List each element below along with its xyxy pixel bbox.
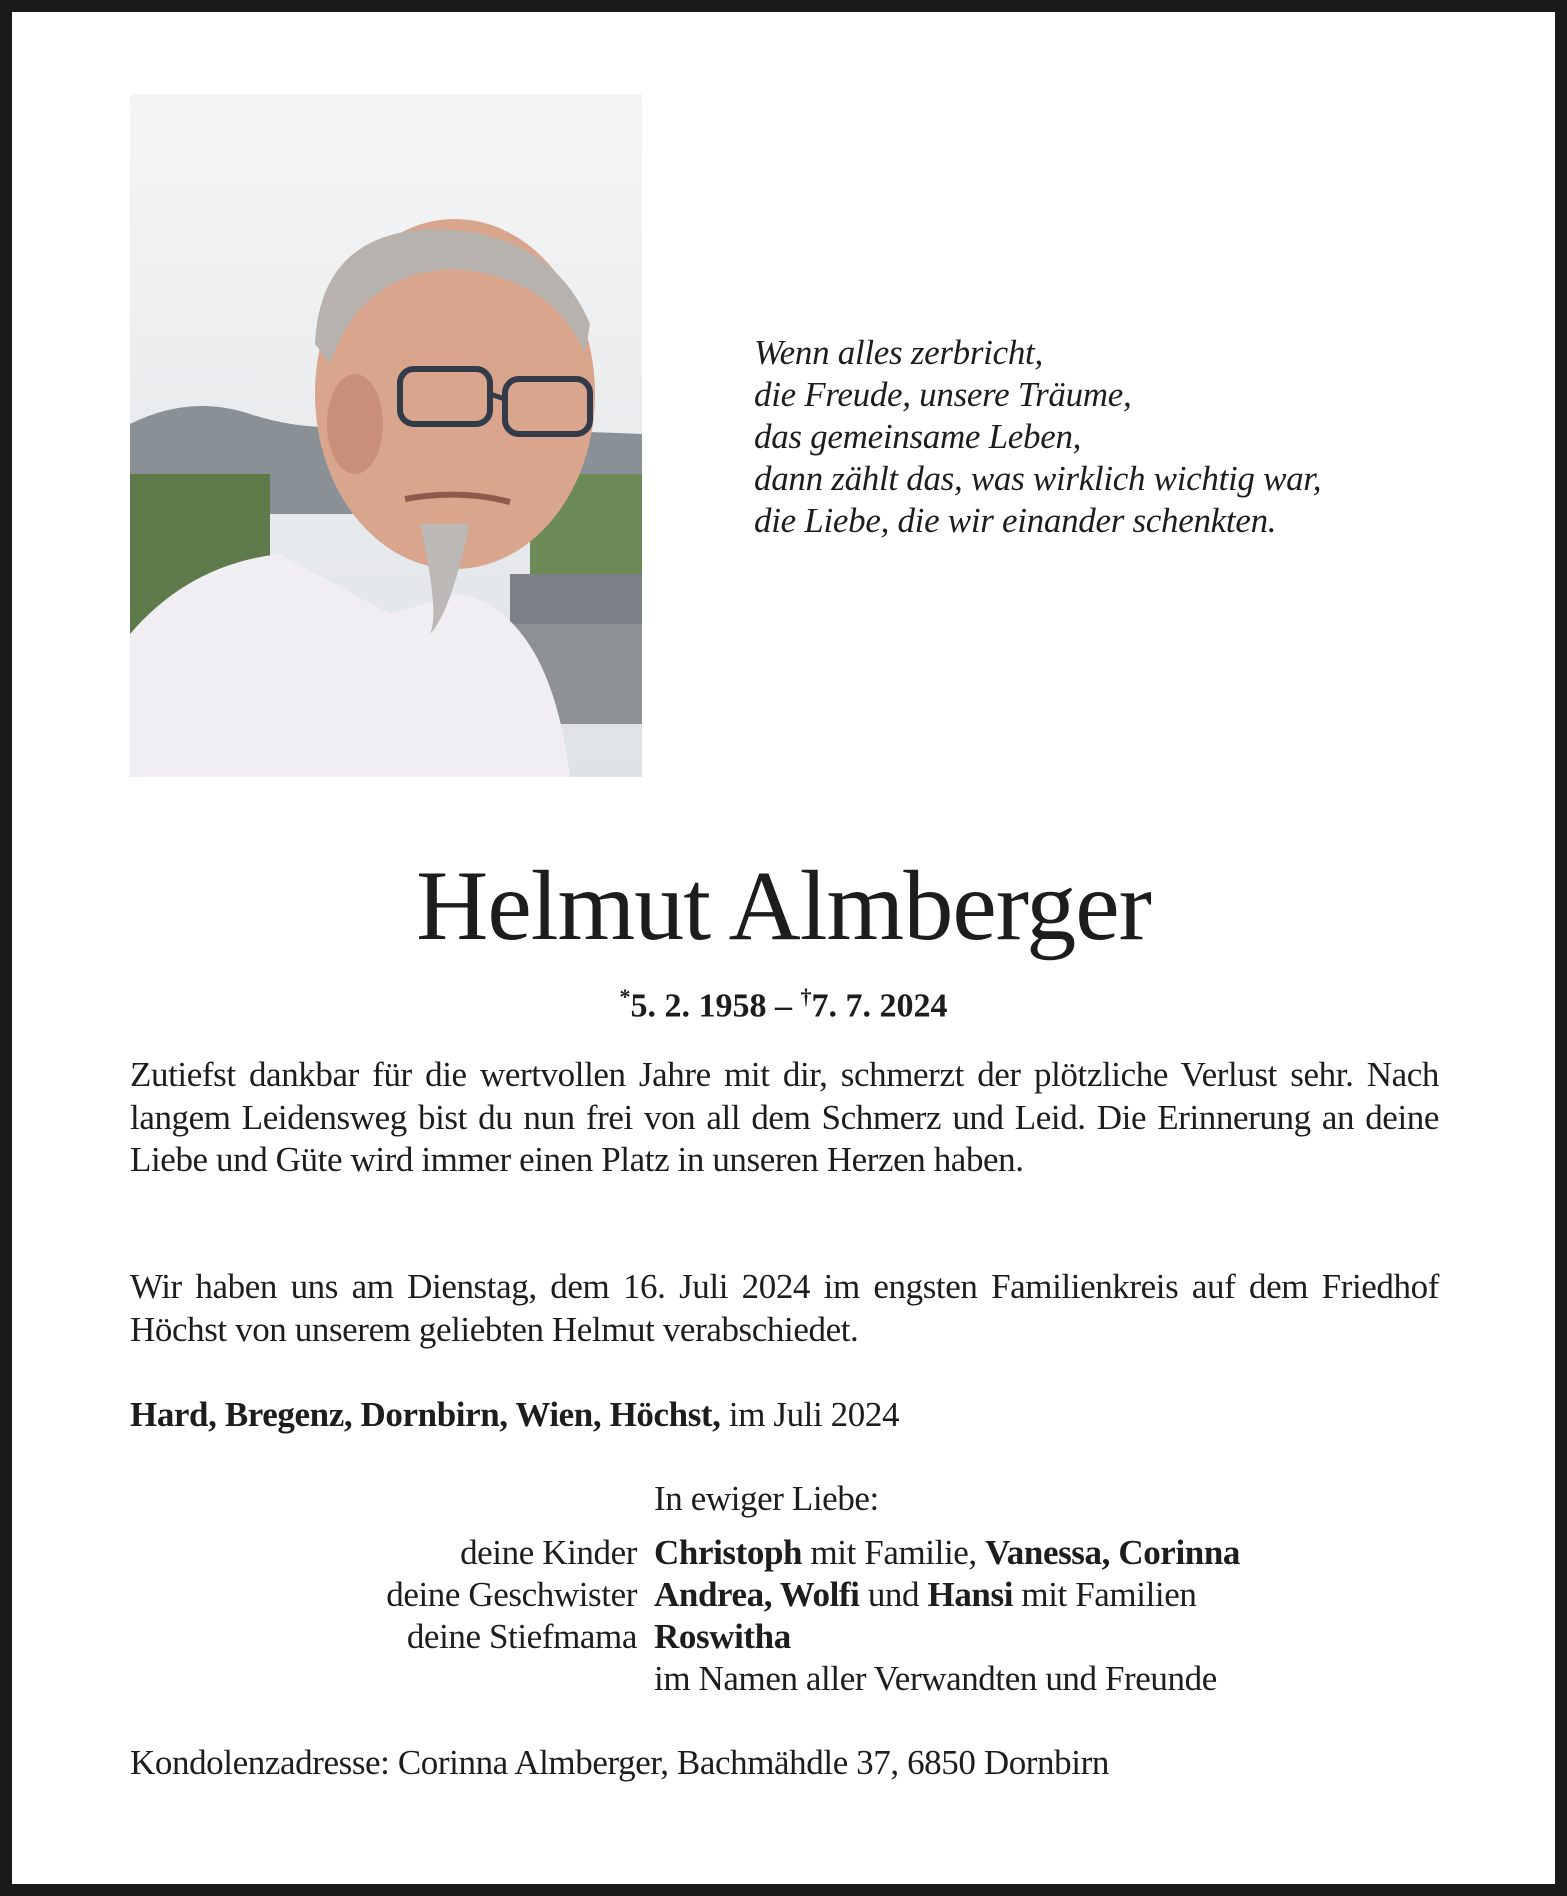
relation-label: deine Stiefmama: [406, 1617, 637, 1656]
death-symbol: †: [800, 984, 812, 1009]
family-text: und: [859, 1575, 928, 1614]
deceased-name: Helmut Almberger: [416, 850, 1151, 961]
places: Hard, Bregenz, Dornbirn, Wien, Höchst,: [130, 1395, 721, 1434]
places-line: [130, 1393, 899, 1437]
poem-line: das gemeinsame Leben,: [754, 417, 1082, 456]
family-name: Roswitha: [654, 1617, 791, 1656]
death-date: 7. 7. 2024: [811, 987, 948, 1025]
portrait-photo: [130, 94, 642, 777]
poem: [754, 332, 1321, 542]
relation-label: deine Geschwister: [386, 1575, 637, 1614]
family-text: mit Familie,: [802, 1533, 986, 1572]
birth-date: 5. 2. 1958: [630, 987, 767, 1025]
family-row-kinder: [0, 1532, 1567, 1574]
poem-line: die Freude, unsere Träume,: [754, 375, 1132, 414]
family-name: Christoph: [654, 1533, 803, 1572]
funeral-paragraph: Wir haben uns am Dienstag, dem 16. Juli 2024 im engsten Familienkreis auf dem Friedhof Höchst von unserem geliebten Helmut verabschiedet.: [130, 1267, 1439, 1349]
family-name: Vanessa, Corinna: [985, 1533, 1240, 1572]
family-closing: im Namen aller Verwandten und Freunde: [654, 1659, 1217, 1698]
family-row-geschwister: [0, 1574, 1567, 1616]
family-text: mit Familien: [1013, 1575, 1197, 1614]
tribute-paragraph: Zutiefst dankbar für die wertvollen Jahre mit dir, schmerzt der plötzliche Verlust sehr. Nach langem Leidensweg bist du nun frei von all dem Schmerz und Leid. Die Erinnerung an deine Liebe und Güte wird immer einen Platz in unseren Herzen haben.: [130, 1055, 1439, 1179]
relation-label: deine Kinder: [460, 1533, 637, 1572]
family-heading: In ewiger Liebe:: [654, 1479, 879, 1518]
poem-line: dann zählt das, was wirklich wichtig war,: [754, 459, 1322, 498]
poem-line: Wenn alles zerbricht,: [754, 333, 1043, 372]
condolence-address: Kondolenzadresse: Corinna Almberger, Bachmähdle 37, 6850 Dornbirn: [130, 1743, 1109, 1782]
family-row-stiefmama: [0, 1616, 1567, 1658]
life-dates: [0, 975, 1567, 1028]
family-name: Andrea, Wolfi: [654, 1575, 860, 1614]
birth-symbol: *: [619, 984, 631, 1009]
family-name: Hansi: [927, 1575, 1014, 1614]
date-separator: –: [766, 987, 801, 1025]
family-signatures: [0, 1478, 1567, 1700]
place-date: im Juli 2024: [720, 1395, 900, 1434]
poem-line: die Liebe, die wir einander schenkten.: [754, 501, 1277, 540]
